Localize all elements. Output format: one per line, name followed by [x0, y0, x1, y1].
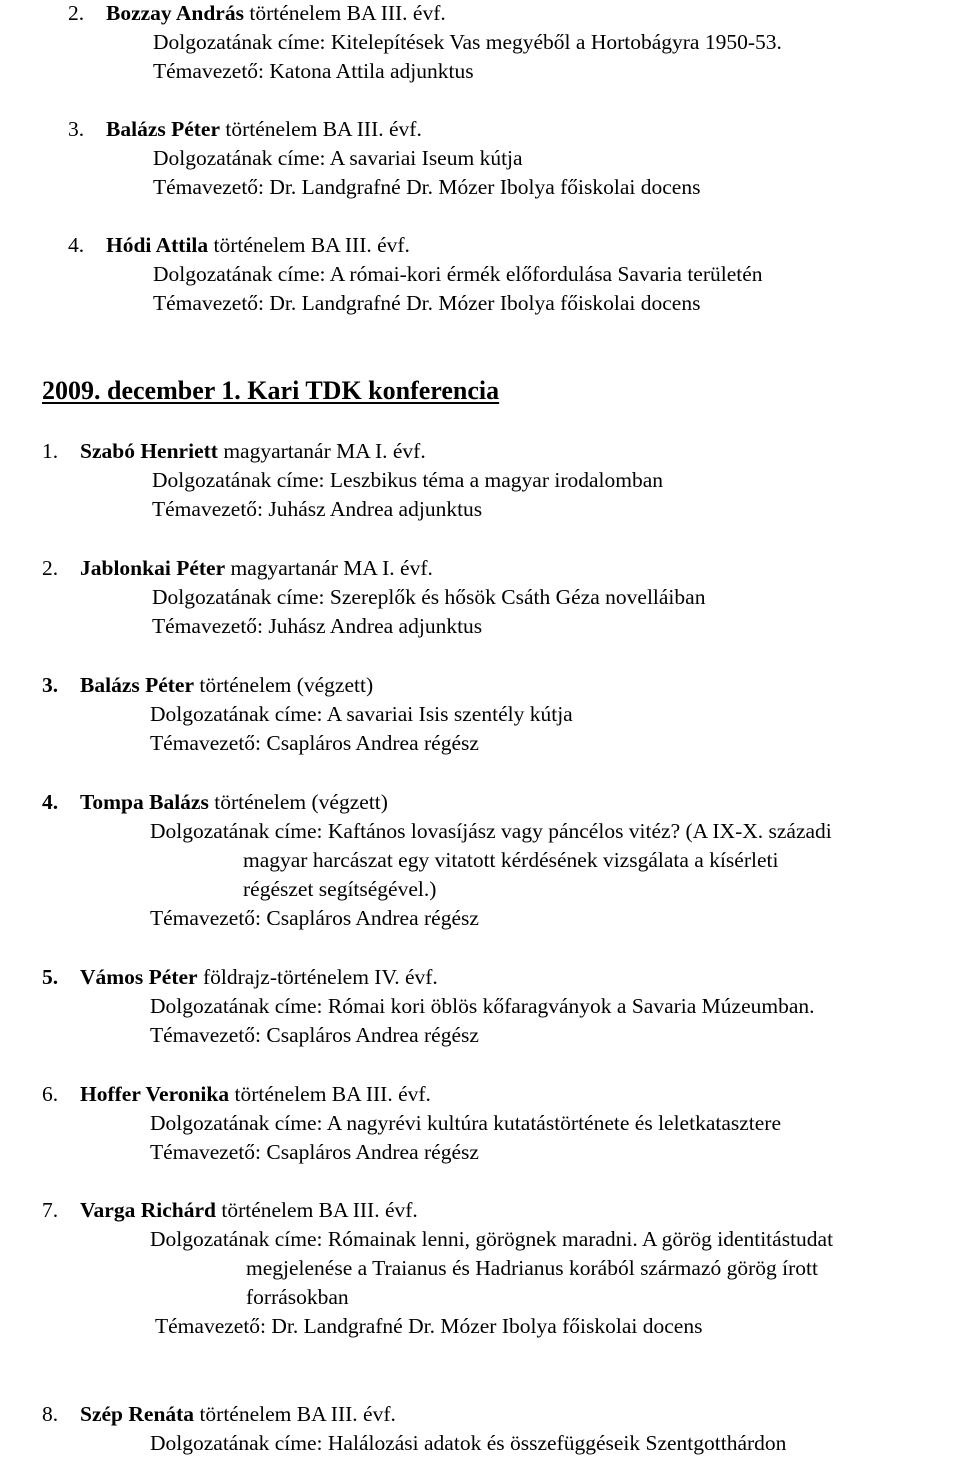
student-program: történelem BA III. évf. — [234, 1082, 431, 1106]
thesis-title: Dolgozatának címe: Rómainak lenni, görögnek maradni. A görög identitástudat — [150, 1227, 834, 1251]
student-program: történelem BA III. évf. — [213, 233, 410, 257]
thesis-title-continued: régészet segítségével.) — [243, 877, 437, 901]
student-program: földrajz-történelem IV. évf. — [202, 965, 438, 989]
thesis-title: Dolgozatának címe: Kitelepítések Vas megyéből a Hortobágyra 1950-53. — [153, 30, 782, 54]
student-name: Hoffer Veronika — [80, 1082, 230, 1106]
thesis-title: Dolgozatának címe: Kaftános lovasíjász vagy páncélos vitéz? (A IX-X. századi — [150, 819, 832, 843]
student-name: Szabó Henriett — [80, 439, 218, 463]
thesis-title: Dolgozatának címe: Leszbikus téma a magyar irodalomban — [152, 468, 664, 492]
supervisor: Témavezető: Dr. Landgrafné Dr. Mózer Ibolya főiskolai docens — [153, 175, 701, 199]
thesis-title: Dolgozatának címe: A nagyrévi kultúra kutatástörténete és leletkatasztere — [150, 1111, 782, 1135]
entry-heading — [80, 555, 433, 581]
entry-heading — [106, 116, 422, 142]
student-program: magyartanár MA I. évf. — [230, 556, 433, 580]
student-program: történelem BA III. évf. — [199, 1402, 396, 1426]
student-name: Varga Richárd — [80, 1198, 216, 1222]
entry-number: 7. — [42, 1198, 59, 1222]
entry-heading — [80, 789, 388, 815]
thesis-title-continued: magyar harcászat egy vitatott kérdésének vizsgálata a kísérleti — [243, 848, 779, 872]
entry-number: 4. — [68, 233, 85, 257]
student-program: történelem BA III. évf. — [221, 1198, 418, 1222]
student-name: Balázs Péter — [80, 673, 195, 697]
student-program: történelem BA III. évf. — [225, 117, 422, 141]
student-program: történelem (végzett) — [214, 790, 388, 814]
thesis-title-continued: megjelenése a Traianus és Hadrianus korából származó görög írott — [246, 1256, 818, 1280]
entry-number: 3. — [68, 117, 85, 141]
supervisor: Témavezető: Juhász Andrea adjunktus — [152, 497, 483, 521]
student-name: Balázs Péter — [106, 117, 221, 141]
student-program: történelem BA III. évf. — [249, 1, 446, 25]
entry-number: 6. — [42, 1082, 59, 1106]
entry-heading — [80, 1401, 396, 1427]
entry-number: 2. — [68, 1, 85, 25]
student-name: Vámos Péter — [80, 965, 198, 989]
thesis-title: Dolgozatának címe: A savariai Isis szentély kútja — [150, 702, 573, 726]
supervisor: Témavezető: Katona Attila adjunktus — [153, 59, 474, 83]
supervisor: Témavezető: Juhász Andrea adjunktus — [152, 614, 483, 638]
supervisor: Témavezető: Csapláros Andrea régész — [150, 906, 479, 930]
entry-heading — [80, 1197, 418, 1223]
entry-number: 5. — [42, 965, 59, 989]
thesis-title: Dolgozatának címe: Római kori öblös kőfaragványok a Savaria Múzeumban. — [150, 994, 815, 1018]
student-program: magyartanár MA I. évf. — [223, 439, 426, 463]
entry-heading — [80, 1081, 431, 1107]
entry-heading — [106, 232, 410, 258]
entry-heading — [80, 672, 373, 698]
entry-number: 1. — [42, 439, 59, 463]
thesis-title: Dolgozatának címe: A savariai Iseum kútja — [153, 146, 523, 170]
entry-heading — [106, 0, 446, 26]
student-name: Szép Renáta — [80, 1402, 195, 1426]
entry-number: 3. — [42, 673, 59, 697]
thesis-title-continued: forrásokban — [246, 1285, 349, 1309]
thesis-title: Dolgozatának címe: Halálozási adatok és összefüggéseik Szentgotthárdon — [150, 1431, 787, 1455]
entry-heading — [80, 964, 438, 990]
student-name: Tompa Balázs — [80, 790, 209, 814]
thesis-title: Dolgozatának címe: Szereplők és hősök Csáth Géza novelláiban — [152, 585, 706, 609]
entry-heading — [80, 438, 426, 464]
student-name: Hódi Attila — [106, 233, 209, 257]
student-name: Jablonkai Péter — [80, 556, 226, 580]
student-name: Bozzay András — [106, 1, 244, 25]
supervisor: Témavezető: Csapláros Andrea régész — [150, 731, 479, 755]
student-program: történelem (végzett) — [199, 673, 374, 697]
supervisor: Témavezető: Dr. Landgrafné Dr. Mózer Ibolya főiskolai docens — [153, 291, 701, 315]
thesis-title: Dolgozatának címe: A római-kori érmék előfordulása Savaria területén — [153, 262, 763, 286]
supervisor: Témavezető: Csapláros Andrea régész — [150, 1023, 479, 1047]
entry-number: 8. — [42, 1402, 59, 1426]
supervisor: Témavezető: Csapláros Andrea régész — [150, 1140, 479, 1164]
entry-number: 4. — [42, 790, 59, 814]
entry-number: 2. — [42, 556, 59, 580]
section-heading: 2009. december 1. Kari TDK konferencia — [42, 376, 500, 405]
supervisor: Témavezető: Dr. Landgrafné Dr. Mózer Ibolya főiskolai docens — [155, 1314, 703, 1338]
